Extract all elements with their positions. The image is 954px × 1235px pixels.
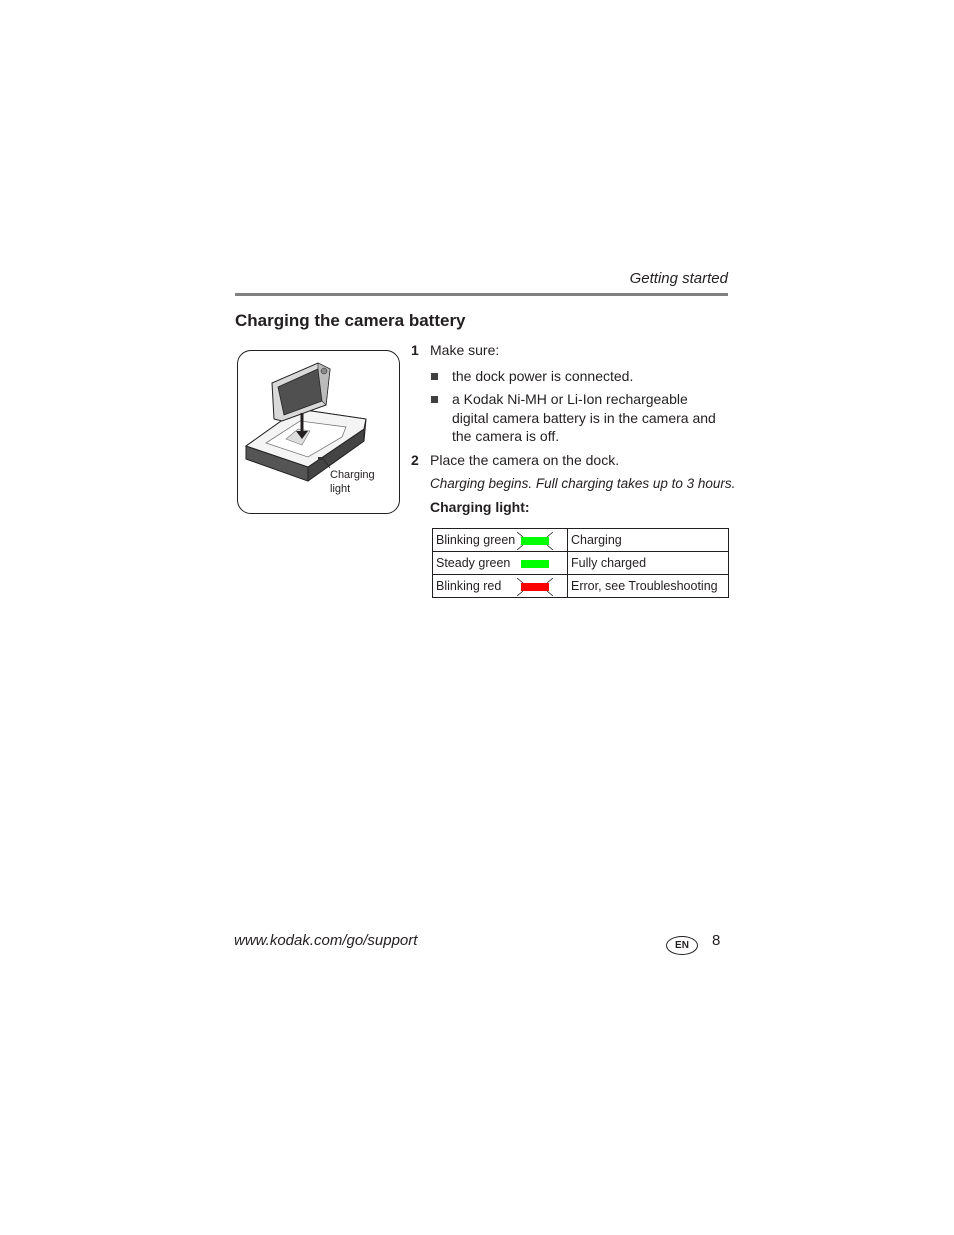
language-badge: EN xyxy=(666,936,698,955)
steady-green-light-icon xyxy=(517,555,553,573)
dock-illustration xyxy=(237,350,400,514)
charging-light-heading: Charging light: xyxy=(430,499,530,515)
step-2-note: Charging begins. Full charging takes up to 3 hours. xyxy=(430,476,736,491)
bullet-icon xyxy=(431,396,438,403)
page-number: 8 xyxy=(712,932,721,949)
page-title: Charging the camera battery xyxy=(235,311,466,330)
light-label: Steady green xyxy=(436,556,511,570)
table-row xyxy=(433,575,729,598)
meaning-cell: Fully charged xyxy=(568,552,729,575)
figure-caption xyxy=(330,468,390,496)
light-label: Blinking red xyxy=(436,579,502,593)
blinking-green-light-icon xyxy=(517,532,553,550)
step-1-number: 1 xyxy=(411,342,419,358)
charging-light-table xyxy=(432,528,729,598)
led-swatch xyxy=(521,583,549,591)
table-row xyxy=(433,552,729,575)
led-swatch xyxy=(521,560,549,568)
caption-line-2: light xyxy=(330,483,351,495)
meaning-cell: Charging xyxy=(568,529,729,552)
light-cell xyxy=(433,575,568,598)
support-link[interactable]: www.kodak.com/go/support xyxy=(234,932,418,949)
meaning-cell: Error, see Troubleshooting xyxy=(568,575,729,598)
light-cell xyxy=(433,552,568,575)
table-row xyxy=(433,529,729,552)
step-1-bullet-2: a Kodak Ni-MH or Li-Ion rechargeable digital camera battery is in the camera and the camera is off. xyxy=(452,391,716,444)
step-2-number: 2 xyxy=(411,452,419,468)
step-1-bullet-1: the dock power is connected. xyxy=(452,368,634,384)
step-2-text: Place the camera on the dock. xyxy=(430,452,620,468)
header-rule xyxy=(235,293,728,296)
step-1-text: Make sure: xyxy=(430,342,500,358)
light-label: Blinking green xyxy=(436,533,516,547)
bullet-icon xyxy=(431,373,438,380)
led-swatch xyxy=(521,537,549,545)
blinking-red-light-icon xyxy=(517,578,553,596)
section-header: Getting started xyxy=(629,270,728,287)
light-cell xyxy=(433,529,568,552)
caption-line-1: Charging xyxy=(330,469,375,481)
